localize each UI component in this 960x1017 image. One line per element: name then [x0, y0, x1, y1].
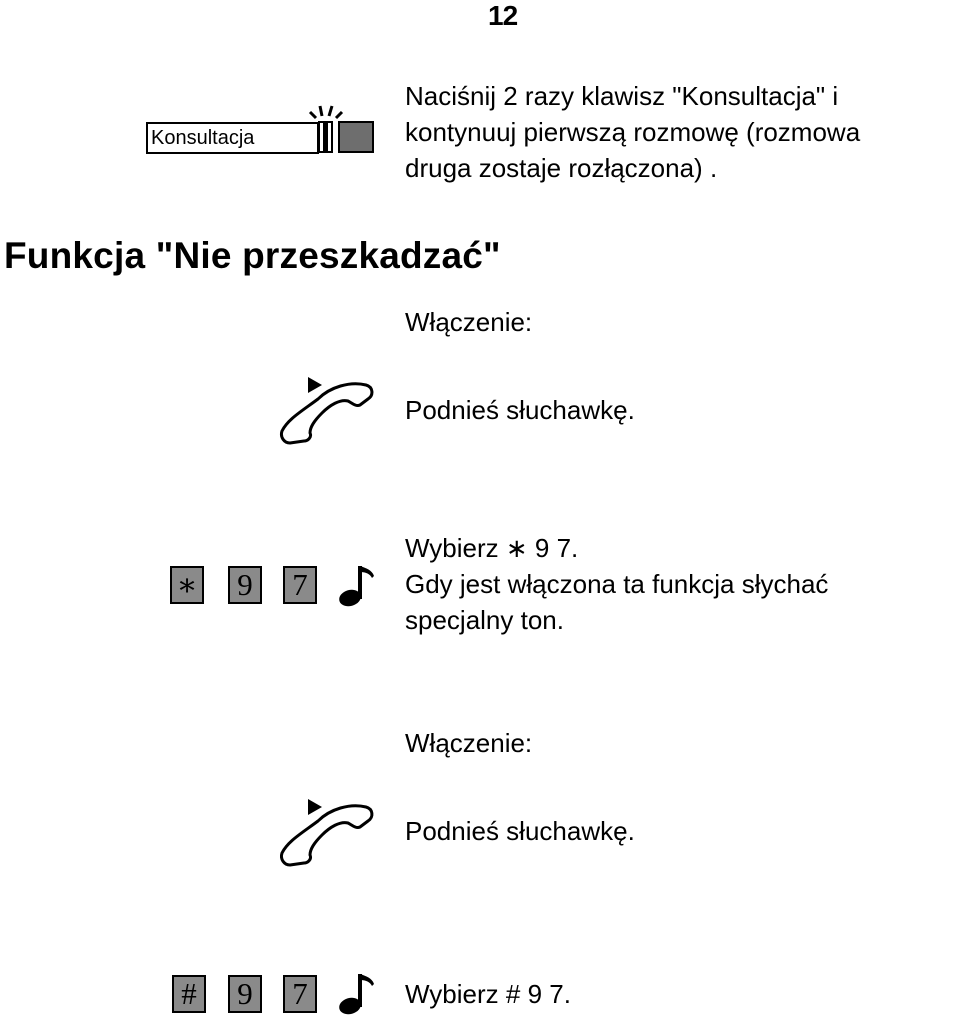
section1-title: Włączenie:	[405, 307, 533, 337]
key-hash: #	[172, 975, 206, 1013]
intro-paragraph	[405, 78, 860, 186]
key-7: 7	[283, 975, 317, 1013]
music-note-icon	[336, 562, 376, 608]
section2-dial-line: Wybierz # 9 7.	[405, 979, 571, 1009]
led-lamp-icon	[306, 104, 376, 156]
handset-off-hook-icon	[278, 375, 378, 445]
page-number: 12	[488, 0, 518, 31]
intro-line-1: Naciśnij 2 razy klawisz "Konsultacja" i	[405, 81, 839, 111]
key-7: 7	[283, 566, 317, 604]
section1-dial-line-2: Gdy jest włączona ta funkcja słychać	[405, 569, 829, 599]
section1-dial-line-3: specjalny ton.	[405, 605, 564, 635]
key-star: ∗	[170, 566, 204, 604]
intro-line-3: druga zostaje rozłączona) .	[405, 153, 718, 183]
key-9: 9	[228, 566, 262, 604]
section-heading: Funkcja "Nie przeszkadzać"	[4, 235, 501, 276]
consult-key: Konsultacja	[146, 122, 319, 154]
section1-dial-line-1: Wybierz ∗ 9 7.	[405, 533, 579, 563]
key-9: 9	[228, 975, 262, 1013]
music-note-icon	[336, 970, 376, 1016]
intro-line-2: kontynuuj pierwszą rozmowę (rozmowa	[405, 117, 861, 147]
section1-dial-text	[405, 530, 828, 638]
section2-step-handset: Podnieś słuchawkę.	[405, 816, 635, 846]
handset-off-hook-icon	[278, 797, 378, 867]
section2-title: Włączenie:	[405, 728, 533, 758]
section1-step-handset: Podnieś słuchawkę.	[405, 395, 635, 425]
